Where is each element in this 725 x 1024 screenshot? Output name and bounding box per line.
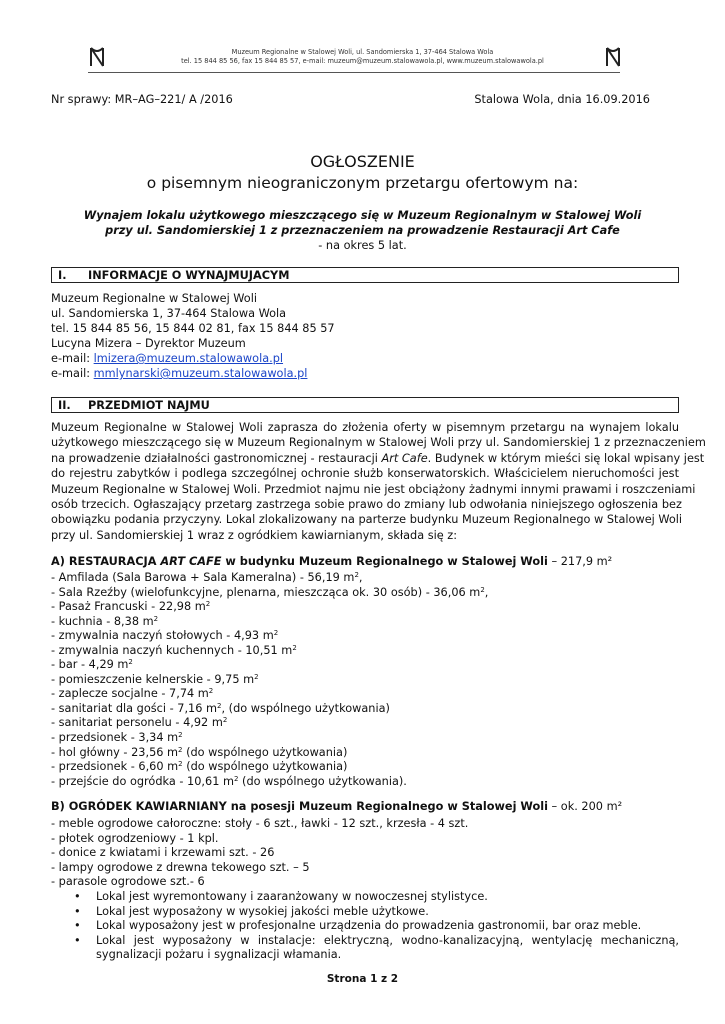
list-item: - przejście do ogródka - 10,61 $m^2$ (do wspólnego użytkowania).	[51, 774, 407, 788]
list-item: - Sala Rzeźby (wielofunkcyjne, plenarna, mieszcząca ok. 30 osób) - 36,06 $m^2$,	[51, 585, 489, 599]
subject-line-3: - na okres 5 lat.	[318, 239, 407, 252]
header-divider	[88, 72, 620, 73]
place-date: Stalowa Wola, dnia 16.09.2016	[474, 93, 650, 106]
bullet-item: • Lokal jest wyposażony w instalacje: elektryczną, wodno-kanalizacyjną, wentylację mechaniczną, sygnalizacji pożaru i sygnalizacji włamania.	[74, 933, 679, 962]
subject-line-1: Wynajem lokalu użytkowego mieszczącego się w Muzeum Regionalnym w Stalowej Woli	[83, 209, 642, 222]
list-item: - kuchnia - 8,38 $m^2$	[51, 614, 159, 628]
page-number: Strona 1 z 2	[326, 973, 399, 985]
list-item: - bar - 4,29 $m^2$	[51, 658, 133, 672]
list-item: - meble ogrodowe całoroczne: stoły - 6 szt., ławki - 12 szt., krzesła - 4 szt.	[51, 817, 469, 830]
museum-logo-icon	[604, 46, 622, 68]
list-item: - parasole ogrodowe szt.- 6	[51, 875, 205, 889]
letterhead-line-1: Muzeum Regionalne w Stalowej Woli, ul. Sandomierska 1, 37-464 Stalowa Wola	[231, 48, 494, 56]
list-item: - płotek ogrodzeniowy - 1 kpl.	[51, 831, 219, 845]
list-item: - lampy ogrodowe z drewna tekowego szt. – 5	[51, 860, 310, 874]
bullet-icon: •	[74, 890, 81, 903]
part-a-room-list	[51, 571, 679, 789]
features-bullet-list	[72, 890, 679, 963]
list-item: - sanitariat dla gości - 7,16 $m^2$, (do wspólnego użytkowania)	[51, 701, 390, 715]
part-b-equipment-list	[51, 817, 679, 890]
subject-line-2: przy ul. Sandomierskiej 1 z przeznaczeniem na prowadzenie Restauracji Art Cafe	[105, 224, 620, 237]
museum-logo-icon	[88, 46, 106, 68]
section-number: I.	[58, 269, 67, 282]
letterhead-line-2: tel. 15 844 85 56, fax 15 844 85 57, e-mail: muzeum@muzeum.stalowawola.pl, www.muzeum.stalowawola.pl	[181, 57, 544, 65]
page-title: OGŁOSZENIE	[310, 152, 415, 171]
list-item: - przedsionek - 3,34 $m^2$	[51, 731, 183, 745]
list-item: - hol główny - 23,56 $m^2$ (do wspólnego użytkowania)	[51, 745, 348, 759]
list-item: - Pasaż Francuski - 22,98 $m^2$	[51, 600, 211, 614]
list-item: - Amfilada (Sala Barowa + Sala Kameralna) - 56,19 $m^2$,	[51, 571, 363, 584]
email-line: e-mail: mmlynarski@muzeum.stalowawola.pl	[51, 367, 308, 380]
section-number: II.	[58, 399, 71, 412]
bullet-item: • Lokal jest wyposażony w wysokiej jakości meble użytkowe.	[74, 904, 429, 918]
bullet-icon: •	[74, 904, 81, 918]
section-label: PRZEDMIOT NAJMU	[88, 399, 210, 412]
info-line: ul. Sandomierska 1, 37-464 Stalowa Wola	[51, 307, 287, 320]
list-item: - przedsionek - 6,60 $m^2$ (do wspólnego użytkowania)	[51, 760, 348, 774]
bullet-icon: •	[74, 919, 81, 933]
section-label: INFORMACJE O WYNAJMUJACYM	[88, 269, 290, 282]
section-2-heading	[51, 397, 679, 413]
page-subtitle: o pisemnym nieograniczonym przetargu ofertowym na:	[146, 174, 579, 192]
case-number: Nr sprawy: MR–AG–221/ A /2016	[51, 93, 233, 106]
bullet-icon: •	[74, 933, 81, 947]
list-item: - zmywalnia naczyń kuchennych - 10,51 $m^2$	[51, 643, 297, 657]
part-b-heading: B) OGRÓDEK KAWIARNIANY na posesji Muzeum Regionalnego w Stalowej Woli – ok. 200 m²	[51, 800, 623, 813]
info-line: Lucyna Mizera – Dyrektor Muzeum	[51, 337, 246, 350]
bullet-item: • Lokal wyposażony jest w profesjonalne urządzenia do prowadzenia gastronomii, bar oraz meble.	[74, 919, 642, 933]
info-line: Muzeum Regionalne w Stalowej Woli	[51, 292, 257, 305]
part-a-heading: A) RESTAURACJA ART CAFE w budynku Muzeum Regionalnego w Stalowej Woli – 217,9 m²	[51, 555, 613, 568]
letterhead-text	[130, 48, 595, 66]
landlord-info	[51, 291, 679, 381]
subject-description: Muzeum Regionalne w Stalowej Woli zaprasza do złożenia oferty w pisemnym przetargu na wynajem lokalu użytkowego mieszczącego się w Muzeum Regionalnym w Stalowej Woli przy ul. Sandomierskiej 1 z przeznaczeniem na prowadzenie działalności gastronomicznej - restauracji Art Cafe. Budynek w którym mieści się lokal wpisany jest do rejestru zabytków i podlega szczególnej ochronie służb konserwatorskich. Właścicielem nieruchomości jest Muzeum Regionalne w Stalowej Woli. Przedmiot najmu nie jest obciążony żadnymi innymi prawami i roszczeniami osób trzecich. Ogłaszający przetarg zastrzega sobie prawo do zmiany lub odwołania niniejszego ogłoszenia bez obowiązku podania przyczyny. Lokal zlokalizowany na parterze budynku Muzeum Regionalnego w Stalowej Woli przy ul. Sandomierskiej 1 wraz z ogródkiem kawiarnianym, składa się z:	[51, 421, 706, 542]
email-link-2[interactable]: mmlynarski@muzeum.stalowawola.pl	[93, 367, 308, 380]
list-item: - sanitariat personelu - 4,92 $m^2$	[51, 716, 228, 730]
list-item: - zmywalnia naczyń stołowych - 4,93 $m^2$	[51, 629, 279, 643]
list-item: - pomieszczenie kelnerskie - 9,75 $m^2$	[51, 672, 259, 686]
list-item: - zaplecze socjalne - 7,74 $m^2$	[51, 687, 214, 701]
email-line: e-mail: lmizera@muzeum.stalowawola.pl	[51, 352, 284, 365]
email-link-1[interactable]: lmizera@muzeum.stalowawola.pl	[93, 352, 284, 365]
info-line: tel. 15 844 85 56, 15 844 02 81, fax 15 844 85 57	[51, 322, 335, 335]
bullet-item: • Lokal jest wyremontowany i zaaranżowany w nowoczesnej stylistyce.	[74, 890, 488, 903]
section-1-heading	[51, 267, 679, 283]
list-item: - donice z kwiatami i krzewami szt. - 26	[51, 846, 275, 860]
